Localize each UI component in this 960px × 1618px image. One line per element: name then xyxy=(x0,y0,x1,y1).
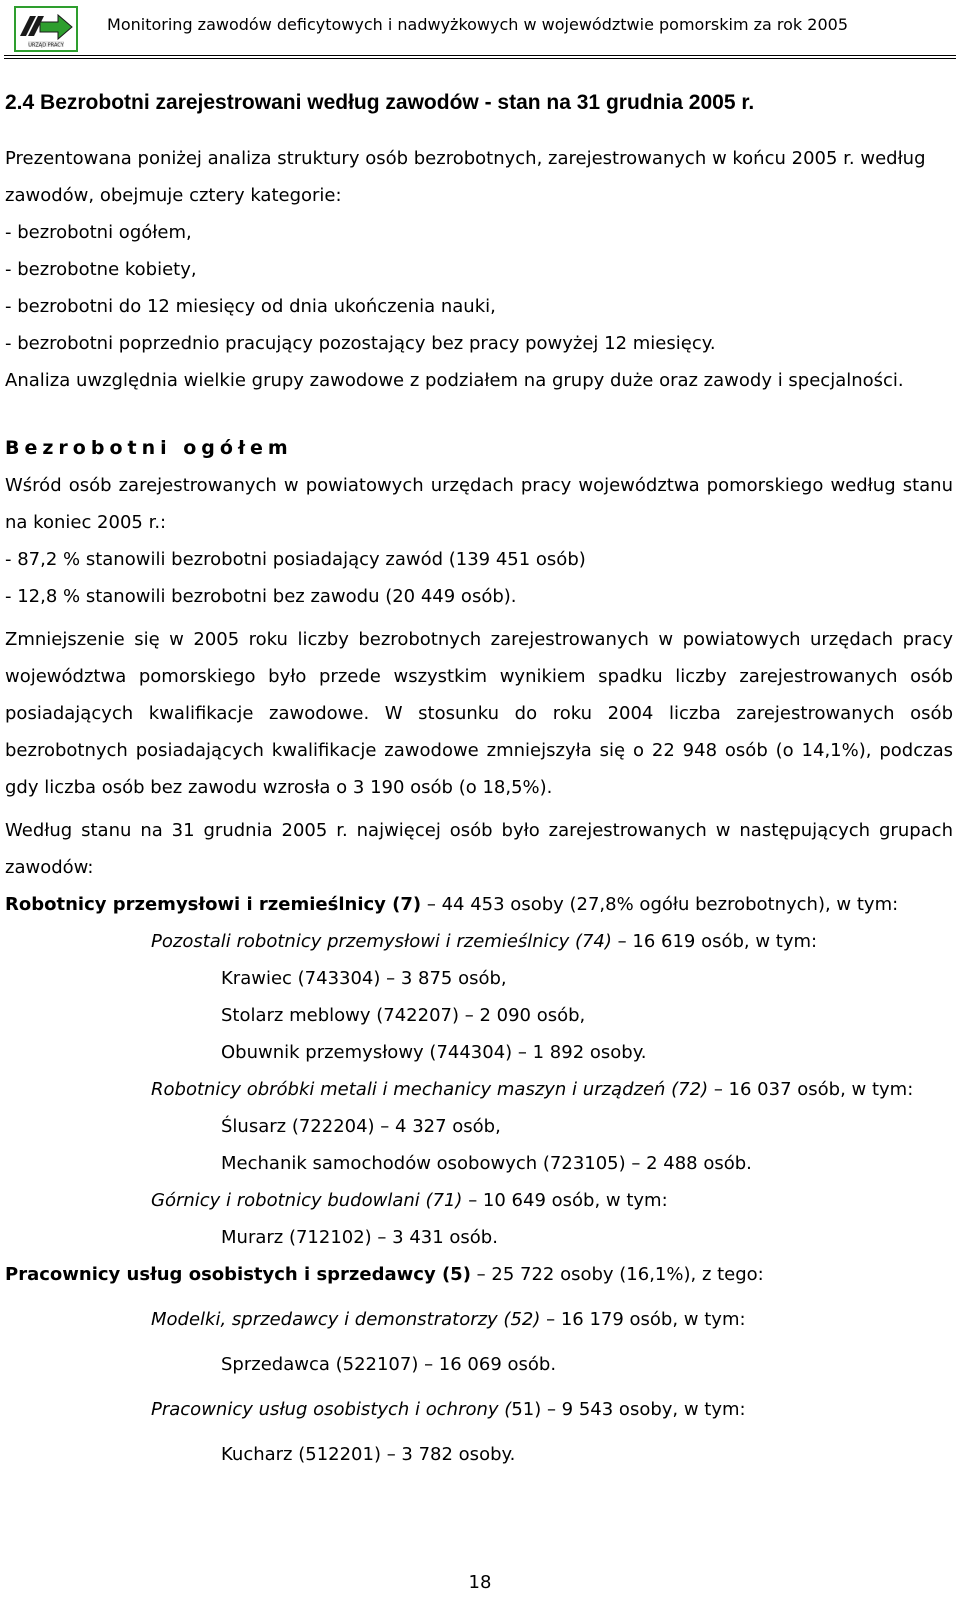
sub-group-name: Pracownicy usług osobistych i ochrony ( xyxy=(151,1399,512,1420)
occupation-item: Sprzedawca (522107) – 16 069 osób. xyxy=(221,1354,557,1375)
page-number: 18 xyxy=(468,1572,492,1593)
major-group xyxy=(5,1256,953,1293)
intro-line-2: zawodów, obejmuje cztery kategorie: xyxy=(5,185,342,206)
paragraph-decrease: Zmniejszenie się w 2005 roku liczby bezrobotnych zarejestrowanych w powiatowych urzędach pracy województwa pomorskiego było przede wszystkim wynikiem spadku liczby zarejestrowanych osób posiadających kwalifikacje zawodowe. W stosunku do roku 2004 liczba zarejestrowanych osób bezrobotnych posiadających kwalifikacje zawodowe zmniejszyła się o 22 948 osób (o 14,1%), podczas gdy liczba osób bez zawodu wzrosła o 3 190 osób (o 18,5%). xyxy=(5,629,953,798)
sub-group-count: – 16 619 osób, w tym: xyxy=(611,931,818,952)
header-rule-thin xyxy=(4,58,956,59)
sub-group-name: Pozostali robotnicy przemysłowi i rzemieślnicy (74) xyxy=(151,931,612,952)
sub-group xyxy=(5,1071,953,1108)
sub-group-name: Górnicy i robotnicy budowlani (71) xyxy=(151,1190,463,1211)
major-group xyxy=(5,886,953,923)
sub-group xyxy=(5,1301,953,1338)
occupation-item: Mechanik samochodów osobowych (723105) – 2 488 osób. xyxy=(221,1153,752,1174)
occupation-item: Kucharz (512201) – 3 782 osoby. xyxy=(221,1444,516,1465)
category-item: - bezrobotni poprzednio pracujący pozostający bez pracy powyżej 12 miesięcy. xyxy=(5,333,716,354)
sub-group-count: – 16 179 osób, w tym: xyxy=(540,1309,746,1330)
urzad-pracy-logo xyxy=(14,6,78,52)
major-group-count: – 44 453 osoby (27,8% ogółu bezrobotnych), w tym: xyxy=(421,894,899,915)
paragraph-stats-intro: Wśród osób zarejestrowanych w powiatowych urzędach pracy województwa pomorskiego według stanu na koniec 2005 r.: xyxy=(5,475,953,533)
occupation-item: Stolarz meblowy (742207) – 2 090 osób, xyxy=(221,1005,586,1026)
sub-group-name: Modelki, sprzedawcy i demonstratorzy (52) xyxy=(151,1309,541,1330)
subsection-title: Bezrobotni ogółem xyxy=(5,437,293,459)
category-item: - bezrobotni ogółem, xyxy=(5,222,192,243)
sub-group-count: – 16 037 osób, w tym: xyxy=(708,1079,914,1100)
sub-group-count: – 10 649 osób, w tym: xyxy=(462,1190,668,1211)
occupation-item: Murarz (712102) – 3 431 osób. xyxy=(221,1227,498,1248)
paragraph-groups-intro: Według stanu na 31 grudnia 2005 r. najwięcej osób było zarejestrowanych w następujących grupach zawodów: xyxy=(5,820,953,878)
major-group-name: Robotnicy przemysłowi i rzemieślnicy (7) xyxy=(5,894,422,915)
paragraph-without-occupation: - 12,8 % stanowili bezrobotni bez zawodu (20 449 osób). xyxy=(5,586,517,607)
major-group-name: Pracownicy usług osobistych i sprzedawcy (5) xyxy=(5,1264,471,1285)
sub-group xyxy=(5,1391,953,1428)
header-rule xyxy=(4,55,956,56)
occupation-item: Krawiec (743304) – 3 875 osób, xyxy=(221,968,507,989)
sub-group xyxy=(5,1182,953,1219)
category-item: - bezrobotne kobiety, xyxy=(5,259,197,280)
header-title: Monitoring zawodów deficytowych i nadwyżkowych w województwie pomorskim za rok 2005 xyxy=(107,15,848,34)
occupation-item: Ślusarz (722204) – 4 327 osób, xyxy=(221,1116,501,1137)
sub-group-name: Robotnicy obróbki metali i mechanicy maszyn i urządzeń (72) xyxy=(151,1079,709,1100)
major-group-count: – 25 722 osoby (16,1%), z tego: xyxy=(470,1264,764,1285)
page-header xyxy=(0,0,960,60)
analysis-note: Analiza uwzględnia wielkie grupy zawodowe z podziałem na grupy duże oraz zawody i specjalności. xyxy=(5,370,904,391)
document-body xyxy=(5,88,953,1473)
sub-group xyxy=(5,923,953,960)
sub-group-count: 51) – 9 543 osoby, w tym: xyxy=(511,1399,746,1420)
intro-line-1: Prezentowana poniżej analiza struktury osób bezrobotnych, zarejestrowanych w końcu 2005 r. według xyxy=(5,148,926,169)
category-item: - bezrobotni do 12 miesięcy od dnia ukończenia nauki, xyxy=(5,296,496,317)
logo-text: URZĄD PRACY xyxy=(28,42,64,49)
paragraph-with-occupation: - 87,2 % stanowili bezrobotni posiadający zawód (139 451 osób) xyxy=(5,549,586,570)
section-title: 2.4 Bezrobotni zarejestrowani według zawodów - stan na 31 grudnia 2005 r. xyxy=(5,91,755,114)
occupation-item: Obuwnik przemysłowy (744304) – 1 892 osoby. xyxy=(221,1042,647,1063)
